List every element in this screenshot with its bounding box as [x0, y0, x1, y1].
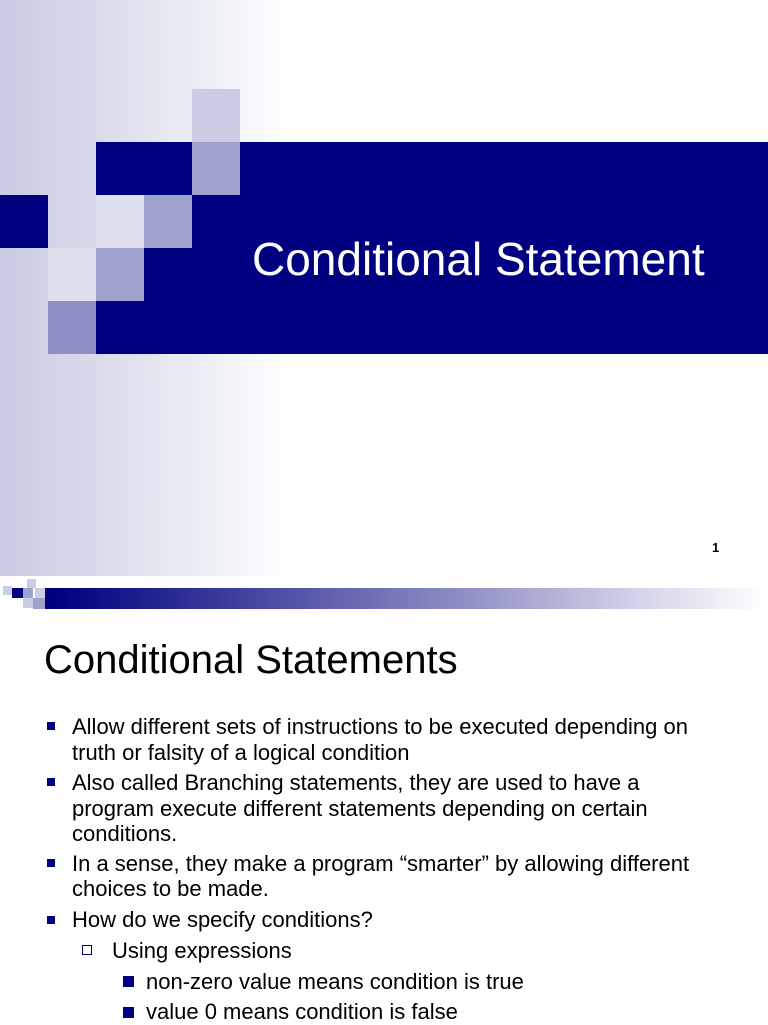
bullet-square-icon: [47, 916, 55, 924]
sub-bullet-line: Using expressions: [112, 938, 292, 963]
sub-sub-bullet-line: non-zero value means condition is true: [146, 969, 524, 994]
bullet-square-icon: [47, 778, 55, 786]
bullet-square-icon: [47, 859, 55, 867]
bullet-line: Also called Branching statements, they are used to have a: [72, 770, 640, 795]
bullet-line: truth or falsity of a logical condition: [72, 740, 410, 765]
bullet-line: In a sense, they make a program “smarter” by allowing different: [72, 851, 690, 876]
decor-square: [27, 579, 36, 588]
decor-square: [12, 588, 23, 598]
filled-square-icon: [123, 976, 134, 987]
decor-square: [192, 89, 240, 142]
bullet-line: choices to be made.: [72, 876, 269, 901]
bullet-line: program execute different statements depending on certain: [72, 796, 648, 821]
decor-square: [35, 588, 45, 598]
decor-bar: [0, 195, 48, 248]
filled-square-icon: [123, 1007, 134, 1018]
decor-square: [96, 248, 144, 301]
bullet-square-icon: [47, 722, 55, 730]
bullet-line: How do we specify conditions?: [72, 907, 373, 932]
decor-square: [192, 142, 240, 195]
decor-square: [48, 248, 96, 301]
slide-title: Conditional Statement: [252, 233, 705, 285]
decor-square: [48, 301, 96, 354]
header-stripe: [55, 588, 768, 609]
decor-square: [23, 598, 33, 608]
bullet-line: Allow different sets of instructions to be executed depending on: [72, 714, 688, 739]
page-number: 1: [712, 540, 720, 555]
content-slide: [0, 576, 768, 1024]
decor-square: [96, 195, 144, 248]
sub-sub-bullet-line: value 0 means condition is false: [146, 999, 458, 1024]
decor-square: [3, 586, 12, 595]
decor-square: [33, 598, 45, 609]
slide-title: Conditional Statements: [44, 638, 458, 682]
decor-square: [144, 195, 192, 248]
decor-square: [14, 579, 22, 587]
decor-square: [45, 588, 55, 609]
hollow-square-icon: [82, 945, 92, 955]
bullet-line: conditions.: [72, 821, 178, 846]
decor-square: [0, 576, 7, 583]
decor-square: [23, 588, 33, 598]
